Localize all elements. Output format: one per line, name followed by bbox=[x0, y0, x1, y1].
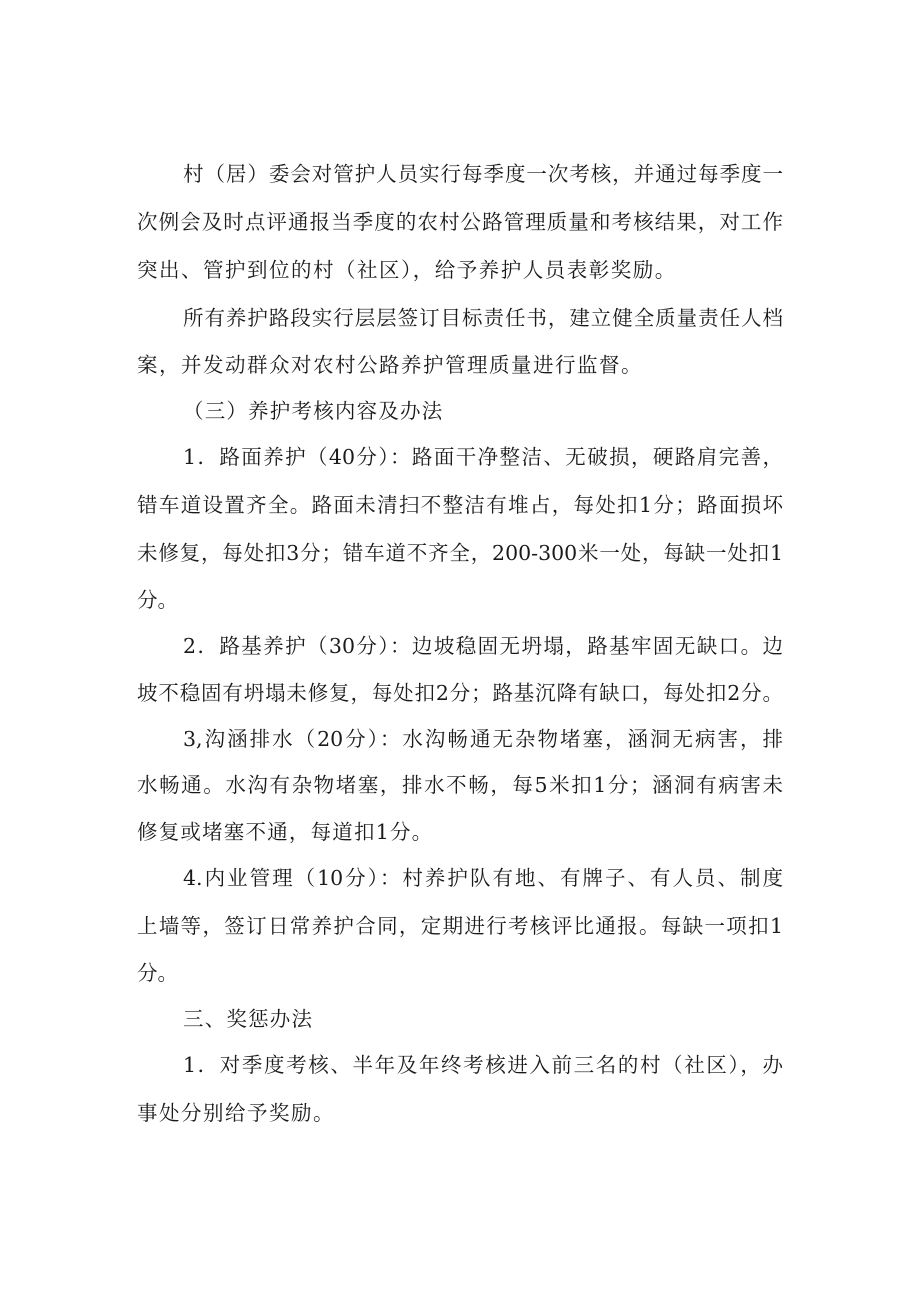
text-line: 1．对季度考核、半年及年终考核进入前三名的村（社区），办 bbox=[183, 1053, 783, 1077]
text-line: 3,沟涵排水（20分）：水沟畅通无杂物堵塞，涵洞无病害，排 bbox=[183, 727, 783, 751]
section-heading: 三、奖惩办法 bbox=[183, 1007, 314, 1031]
text-line: 分。 bbox=[137, 588, 178, 612]
text-line: 未修复，每处扣3分；错车道不齐全，200-300米一处，每缺一处扣1 bbox=[137, 541, 783, 565]
text-line: 坡不稳固有坍塌未修复，每处扣2分；路基沉降有缺口，每处扣2分。 bbox=[137, 681, 783, 705]
text-line: 案，并发动群众对农村公路养护管理质量进行监督。 bbox=[137, 353, 643, 377]
text-line: 2．路基养护（30分）：边坡稳固无坍塌，路基牢固无缺口。边 bbox=[183, 634, 783, 658]
text-line: 修复或堵塞不通，每道扣1分。 bbox=[137, 820, 434, 844]
text-line: 村（居）委会对管护人员实行每季度一次考核，并通过每季度一 bbox=[183, 162, 783, 186]
text-line: 上墙等，签订日常养护合同，定期进行考核评比通报。每缺一项扣1 bbox=[137, 914, 783, 938]
text-line: 错车道设置齐全。路面未清扫不整洁有堆占，每处扣1分；路面损坏 bbox=[137, 493, 783, 517]
text-line: 所有养护路段实行层层签订目标责任书，建立健全质量责任人档 bbox=[183, 306, 783, 330]
text-line: 次例会及时点评通报当季度的农村公路管理质量和考核结果，对工作 bbox=[137, 210, 783, 234]
text-line: 1．路面养护（40分）：路面干净整洁、无破损，硬路肩完善， bbox=[183, 445, 783, 469]
text-line: 4.内业管理（10分）：村养护队有地、有牌子、有人员、制度 bbox=[183, 866, 783, 890]
text-line: 分。 bbox=[137, 961, 178, 985]
text-line: 事处分别给予奖励。 bbox=[137, 1101, 335, 1125]
text-line: 突出、管护到位的村（社区），给予养护人员表彰奖励。 bbox=[137, 258, 677, 282]
section-heading: （三）养护考核内容及办法 bbox=[183, 399, 444, 423]
text-line: 水畅通。水沟有杂物堵塞，排水不畅，每5米扣1分；涵洞有病害未 bbox=[137, 773, 783, 797]
